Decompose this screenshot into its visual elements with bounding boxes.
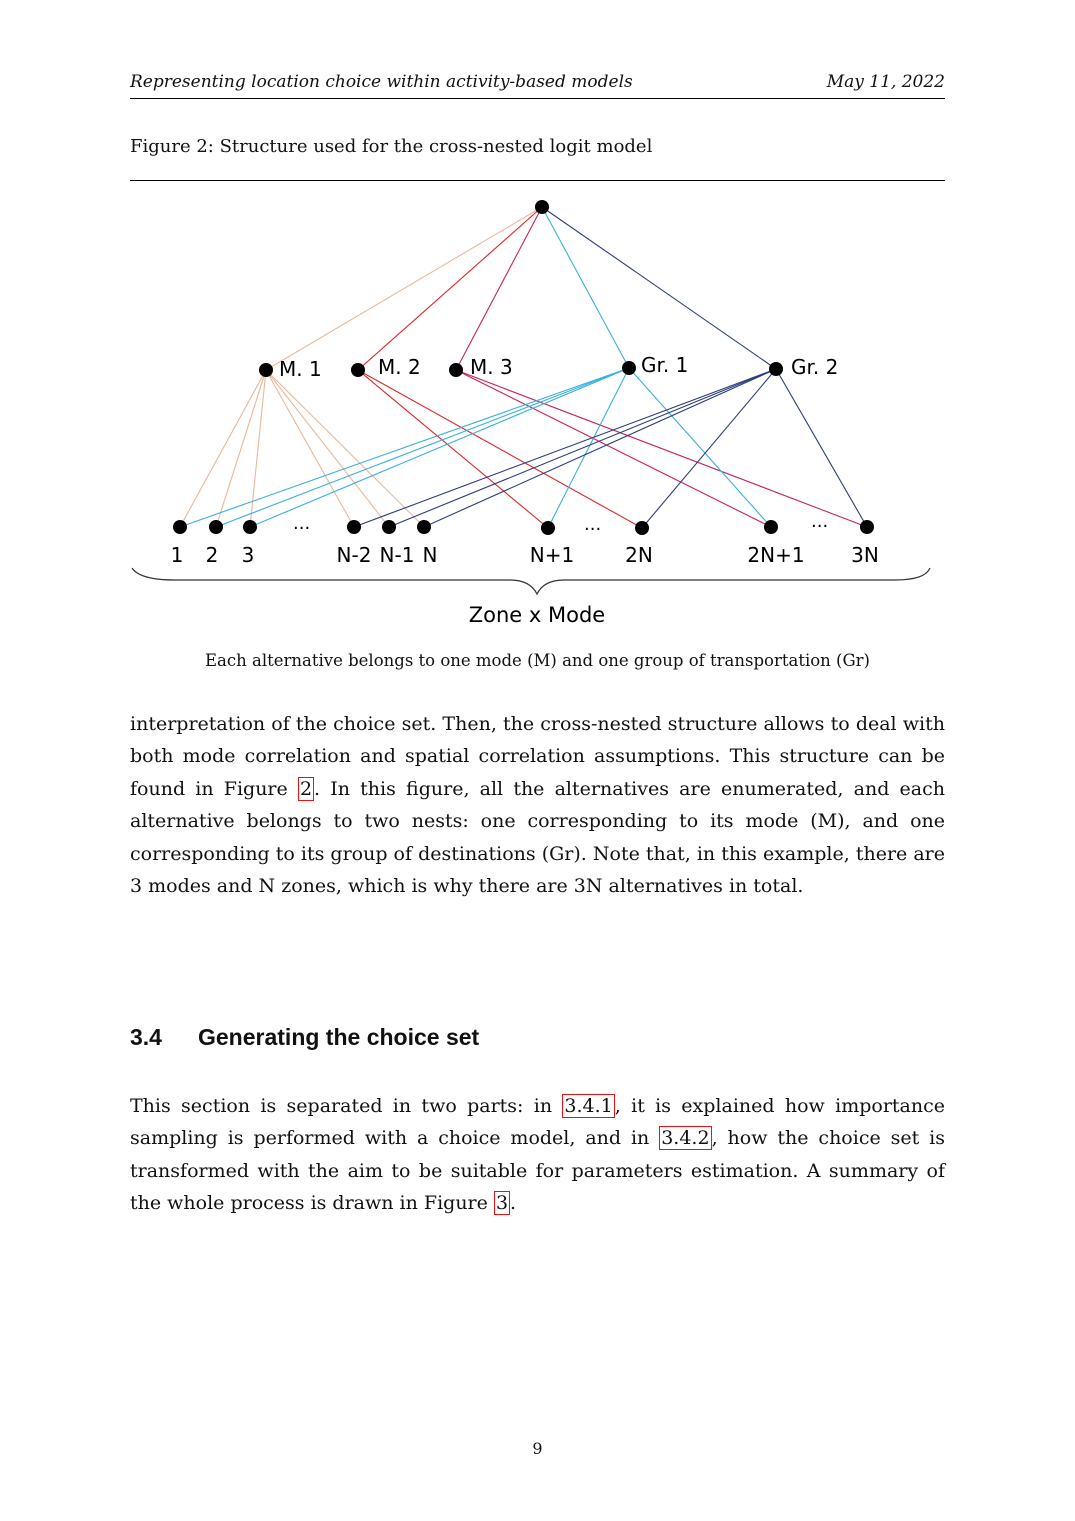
p1-text: interpretation of the choice set. Then, the cross-nested structure allows to deal with both mode correlation and spatial correlation assumptions. This structure can be found in Figure: [130, 713, 945, 800]
nest-node-gr2: [769, 362, 783, 376]
edge-m1-alt: [266, 370, 354, 527]
nest-label-m2: M. 2: [378, 355, 421, 379]
alternative-node-7: [541, 521, 555, 535]
ellipsis-1: ...: [293, 513, 311, 534]
paragraph-1: [130, 708, 945, 902]
ellipsis-2: ...: [584, 514, 602, 535]
section-number: 3.4: [130, 1024, 162, 1050]
edge-root-m3: [456, 207, 542, 370]
ellipsis-3: ...: [811, 511, 829, 532]
nest-label-gr1: Gr. 1: [641, 353, 689, 377]
alt-label-n-1: N-1: [379, 543, 415, 567]
p2-text-d: .: [510, 1192, 517, 1215]
alt-label-3n: 3N: [851, 543, 879, 567]
header-date: May 11, 2022: [826, 72, 945, 92]
edge-gr2-alt: [776, 369, 867, 527]
alternative-node-9: [764, 520, 778, 534]
edge-root-m1: [266, 207, 542, 370]
header-title: Representing location choice within activity-based models: [130, 72, 633, 92]
nest-node-m1: [259, 363, 273, 377]
edge-m3-alt: [456, 370, 771, 527]
p2-text-a: This section is separated in two parts: in: [130, 1095, 563, 1117]
alt-label-3: 3: [241, 543, 255, 567]
alt-label-n-2: N-2: [336, 543, 372, 567]
edge-m1-alt: [266, 370, 389, 527]
alt-label-2: 2: [205, 543, 219, 567]
root-node: [535, 200, 549, 214]
figure-2-link[interactable]: 2: [299, 777, 313, 800]
edge-root-gr2: [542, 207, 776, 369]
cross-nested-logit-diagram: [0, 0, 1075, 640]
alternative-node-3: [243, 520, 257, 534]
alternative-node-6: [417, 520, 431, 534]
edge-gr2-alt: [389, 369, 776, 527]
p1-text-rest: . In this figure, all the alternatives are enumerated, and each alternative belongs to two nests: one corresponding to its mode (M), and one corresponding to its group of destinations (Gr). Note that, in this example, there are 3 modes and N zones, which is why there are 3N alternatives in total.: [130, 777, 945, 898]
section-heading: [130, 1024, 479, 1051]
nest-label-m1: M. 1: [279, 357, 322, 381]
edge-root-gr1: [542, 207, 629, 368]
alt-label-2n: 2N: [625, 543, 653, 567]
alternative-node-5: [382, 520, 396, 534]
alt-label-1: 1: [170, 543, 184, 567]
section-3-4-2-link[interactable]: 3.4.2: [661, 1127, 710, 1150]
edge-gr1-alt: [250, 368, 629, 527]
p2-text-b: , it is explained how importance sampling is performed with a choice model, and in: [130, 1095, 945, 1150]
alternative-node-1: [173, 520, 187, 534]
alternative-node-8: [635, 521, 649, 535]
alternative-node-4: [347, 520, 361, 534]
nest-node-m2: [351, 363, 365, 377]
brace-label: Zone x Mode: [468, 603, 606, 627]
alternative-node-10: [860, 520, 874, 534]
alternative-node-2: [209, 520, 223, 534]
page-number: 9: [532, 1439, 543, 1458]
figure-3-link[interactable]: 3: [495, 1192, 509, 1215]
zone-mode-brace: [132, 568, 930, 594]
nest-label-m3: M. 3: [470, 355, 513, 379]
edge-root-m2: [358, 207, 542, 370]
nest-node-gr1: [622, 361, 636, 375]
nest-node-m3: [449, 363, 463, 377]
alt-label-2n+1: 2N+1: [747, 543, 805, 567]
paragraph-2: [130, 1090, 945, 1220]
edge-gr1-alt: [180, 368, 629, 527]
figure-caption: Figure 2: Structure used for the cross-nested logit model: [130, 136, 653, 157]
alt-label-n: N: [422, 543, 438, 567]
p2-text-c: , how the choice set is transformed with the aim to be suitable for parameters estimation. A summary of the whole process is drawn in Figure: [130, 1127, 946, 1215]
section-title: Generating the choice set: [198, 1024, 480, 1050]
section-3-4-1-link[interactable]: 3.4.1: [564, 1095, 613, 1117]
nest-label-gr2: Gr. 2: [791, 355, 839, 379]
edge-gr1-alt: [629, 368, 771, 527]
alt-label-n+1: N+1: [529, 543, 575, 567]
figure-subcaption: Each alternative belongs to one mode (M) and one group of transportation (Gr): [205, 651, 870, 670]
